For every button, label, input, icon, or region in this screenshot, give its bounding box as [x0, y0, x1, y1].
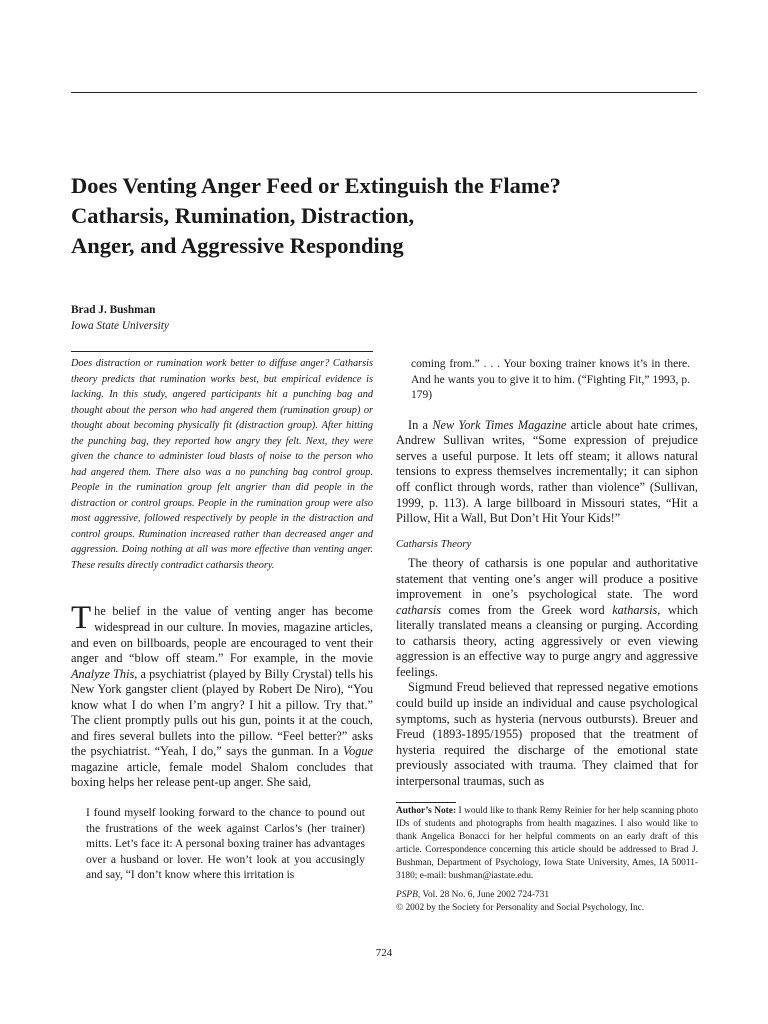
right-column — [396, 357, 698, 915]
author-note-label: Author’s Note: — [396, 806, 457, 817]
title-line: Anger, and Aggressive Responding — [71, 233, 404, 258]
block-quote-start: I found myself looking forward to the chance to pound out the frustrations of the week against Carlos’s (her trainer) mitts. Let’s face it: A personal boxing trainer has advantages over a husband or lover. He won’t look at you accusingly and say, “I don’t know where this irritation is — [86, 807, 365, 882]
top-rule — [71, 92, 697, 93]
block-quote-end: coming from.” . . . Your boxing trainer knows it’s in there. And he wants you to give it to him. (“Fighting Fit,” 1993, p. 179) — [411, 358, 690, 402]
intro-text: he belief in the value of venting anger has become widespread in our culture. In movies, magazine articles, and even on billboards, people are encouraged to vent their anger and “blow off steam.” For example, in the movie — [71, 604, 373, 666]
intro-paragraph — [71, 600, 373, 791]
author-note — [396, 805, 698, 883]
title-line: Catharsis, Rumination, Distraction, — [71, 203, 415, 228]
nyt-paragraph — [396, 418, 698, 527]
journal-citation — [396, 889, 698, 902]
paragraph-text: comes from the Greek word — [441, 602, 613, 617]
film-title: Analyze This — [71, 666, 135, 681]
magazine-title: New York Times Magazine — [432, 417, 567, 432]
italic-term: catharsis — [396, 602, 442, 617]
italic-term: katharsis — [612, 602, 658, 617]
freud-paragraph: Sigmund Freud believed that repressed negative emotions could build up inside an individual and cause psychological symptoms, such as hysteria (nervous outbursts). Breuer and Freud (1893-1895/1955) proposed that the treatment of hysteria required the discharge of the emotional state previously associated with trauma. They claimed that for interpersonal traumas, such as — [396, 680, 698, 788]
article-title — [71, 171, 697, 261]
footnote-rule — [396, 802, 456, 803]
citation-details: , Vol. 28 No. 6, June 2002 724-731 — [417, 890, 550, 901]
paragraph-text: article about hate crimes, Andrew Sullivan writes, “Some expression of prejudice serves a useful purpose. It lets off steam; it allows natural tensions to express themselves incrementally; it can siphon off conflict through words, rather than violence” (Sullivan, 1999, p. 113). A large billboard in Missouri states, “Hit a Pillow, Hit a Wall, But Don’t Hit Your Kids!” — [396, 417, 698, 526]
author-note-text: I would like to thank Remy Reinier for her help scanning photo IDs of students and photographs from health magazines. I also would like to thank Angelica Bonacci for her helpful comments on an early draft of this article. Correspondence concerning this article should be addressed to Brad J. Bushman, Department of Psychology, Iowa State University, Ames, IA 50011-3180; e-mail: bushman@iastate.edu. — [396, 806, 699, 882]
paragraph-text: The theory of catharsis is one popular and authoritative statement that venting one’s anger will produce a positive improvement in one’s psychological state. The word — [396, 556, 698, 602]
left-column — [71, 351, 373, 884]
intro-section — [71, 600, 373, 791]
paragraph-text: In a — [408, 417, 433, 432]
author-affiliation: Iowa State University — [71, 320, 169, 332]
right-body — [396, 418, 698, 790]
section-heading: Catharsis Theory — [396, 537, 472, 550]
paragraph-text: , which literally translated means a cleansing or purging. According to catharsis theory, acting aggressively or even viewing aggression is an effective way to purge angry and aggressive feelings. — [396, 602, 698, 679]
author-name: Brad J. Bushman — [71, 304, 156, 316]
magazine-title: Vogue — [342, 744, 373, 759]
copyright-line: © 2002 by the Society for Personality and Social Psychology, Inc. — [396, 903, 645, 914]
intro-text: magazine article, female model Shalom concludes that boxing helps her release pent-up anger. She said, — [71, 759, 373, 790]
page-number: 724 — [375, 947, 393, 959]
intro-text: , a psychiatrist (played by Billy Crystal) tells his New York gangster client (played by Robert De Niro), “You know what I do when I’m angry? I hit a pillow. Try that.” The client promptly pulls out his gun, points it at the couch, and fires several bullets into the pillow. “Feel better?” asks the psychiatrist. “Yeah, I do,” says the gunman. In a — [71, 666, 373, 759]
abstract: Does distraction or rumination work better to diffuse anger? Catharsis theory predicts that rumination works best, but empirical evidence is lacking. In this study, angered participants hit a punching bag and thought about the person who had angered them (rumination group) or thought about becoming physically fit (distraction group). After hitting the punching bag, they reported how angry they felt. Next, they were given the chance to administer loud blasts of noise to the person who had angered them. There also was a no punching bag control group. People in the rumination group felt angrier than did people in the distraction or control groups. People in the rumination group were also most aggressive, followed respectively by people in the distraction and control groups. Rumination increased rather than decreased anger and aggression. Doing nothing at all was more effective than venting anger. These results directly contradict catharsis theory. — [71, 358, 373, 571]
catharsis-paragraph — [396, 556, 698, 680]
drop-cap: T — [71, 600, 92, 637]
journal-abbrev: PSPB — [396, 890, 418, 901]
abstract-rule — [71, 351, 373, 352]
title-line: Does Venting Anger Feed or Extinguish the Flame? — [71, 173, 561, 198]
